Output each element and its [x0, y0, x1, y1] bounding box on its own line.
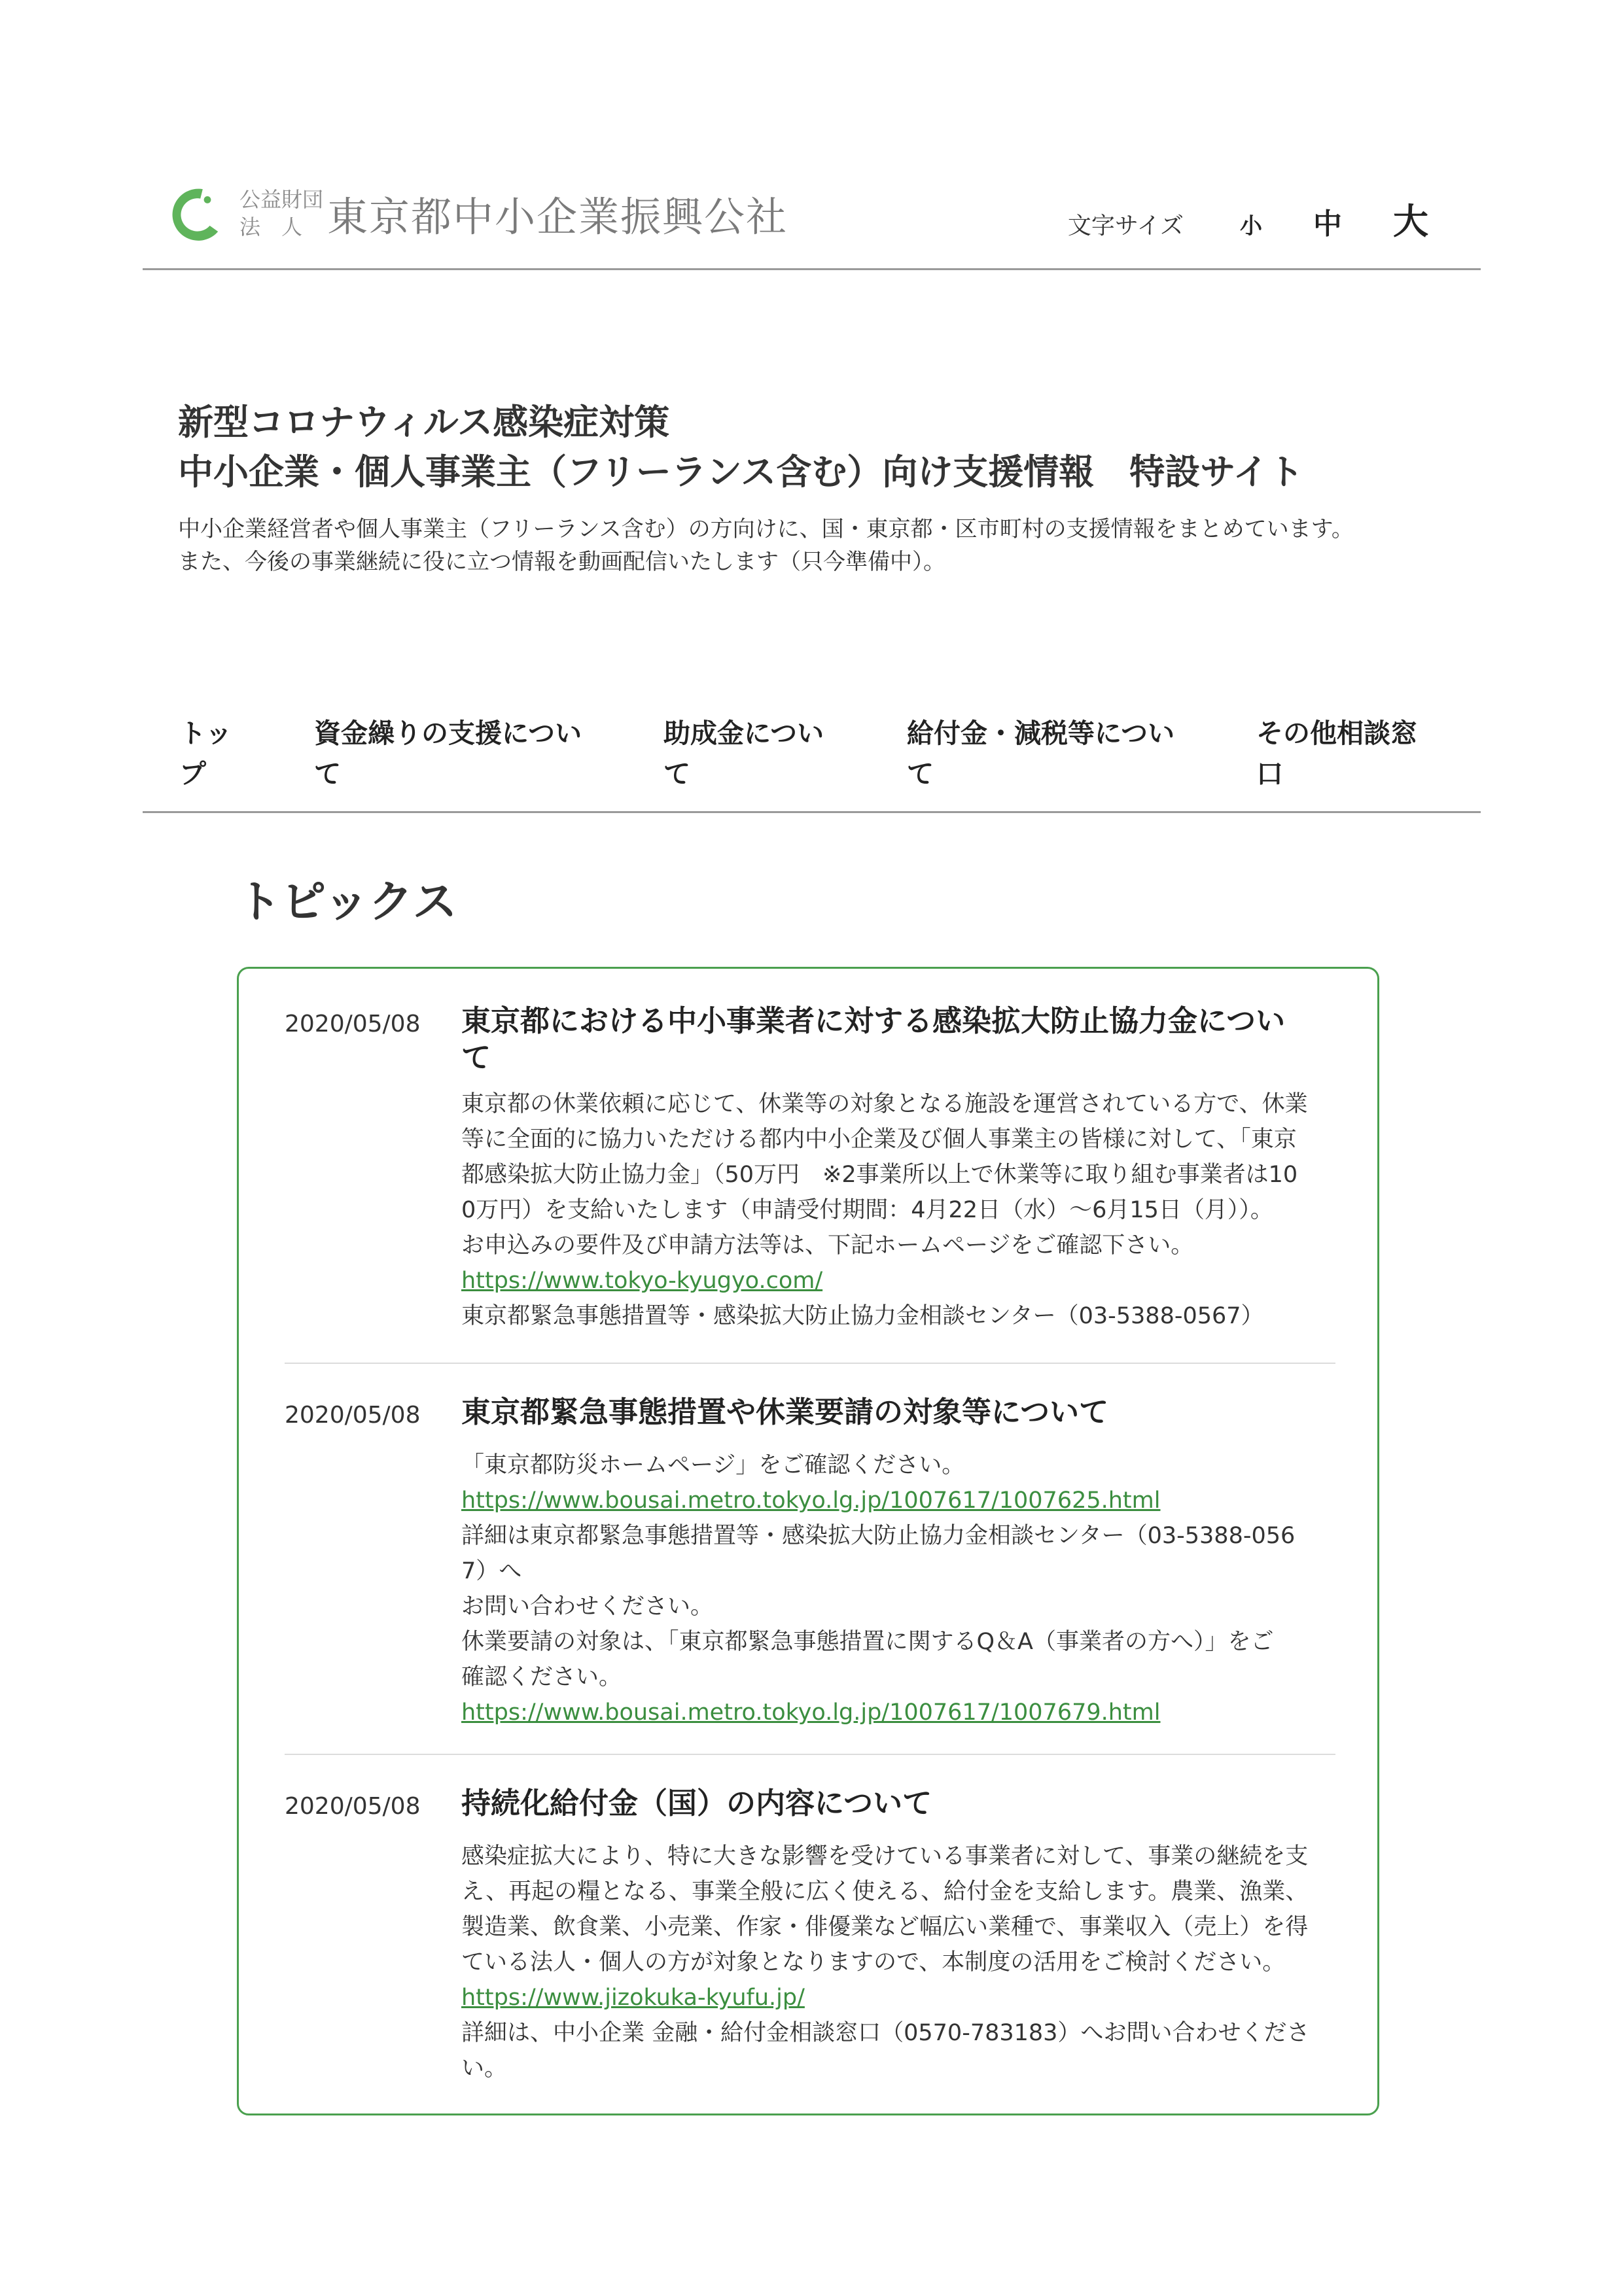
topic-date: 2020/05/08 — [285, 1793, 421, 1820]
nav-item-top-line2: プ — [179, 758, 206, 790]
page-description-line1: 中小企業経営者や個人事業主（フリーランス含む）の方向けに、国・東京都・区市町村の支援情報をまとめています。 — [178, 516, 1354, 542]
topic-date: 2020/05/08 — [285, 1011, 421, 1037]
topic-body — [461, 1839, 1338, 2086]
font-size-label: 文字サイズ — [1067, 213, 1184, 239]
nav-item-subsidy-line1: 助成金につい — [663, 718, 824, 749]
topics-heading: トピックス — [237, 877, 457, 928]
topic-contact: 東京都緊急事態措置等・感染拡大防止協力金相談センター（03-5388-0567） — [461, 1303, 1264, 1329]
topic-body-line: 7）へ — [461, 1558, 522, 1584]
hero-section — [178, 398, 1487, 578]
topic-body-line: 「東京都防災ホームページ」をご確認ください。 — [461, 1452, 965, 1478]
topic-link[interactable]: https://www.jizokuka-kyufu.jp/ — [461, 1985, 805, 2011]
topic-title-line1: 東京都における中小事業者に対する感染拡大防止協力金につい — [461, 1003, 1286, 1038]
nav-item-subsidy[interactable] — [663, 713, 824, 794]
topic-body-line: え、再起の糧となる、事業全般に広く使える、給付金を支給します。農業、漁業、 — [461, 1879, 1309, 1905]
font-size-switcher — [1068, 194, 1428, 244]
topic-title-line2: て — [461, 1040, 491, 1075]
topic-body-line: 感染症拡大により、特に大きな影響を受けている事業者に対して、事業の継続を支 — [461, 1843, 1309, 1870]
font-size-small-button[interactable]: 小 — [1240, 213, 1262, 239]
nav-item-top-line1: トッ — [179, 718, 232, 749]
topic-body-line: ている法人・個人の方が対象となりますので、本制度の活用をご検討ください。 — [461, 1949, 1286, 1975]
nav-item-financing[interactable] — [314, 713, 582, 794]
org-logo-icon[interactable] — [166, 184, 225, 243]
nav-item-benefits-tax-line1: 給付金・減税等につい — [907, 718, 1175, 749]
topic-contact: い。 — [461, 2055, 508, 2081]
site-header — [143, 157, 1481, 270]
topic-body-line: 東京都の休業依頼に応じて、休業等の対象となる施設を運営されている方で、休業 — [461, 1091, 1308, 1117]
topic-divider — [285, 1363, 1335, 1364]
topic-body-line: 詳細は東京都緊急事態措置等・感染拡大防止協力金相談センター（03-5388-056 — [461, 1523, 1296, 1549]
topic-body-line: 等に全面的に協力いただける都内中小企業及び個人事業主の皆様に対して、「東京 — [461, 1126, 1297, 1153]
topic-body-line: 0万円）を支給いたします（申請受付期間：4月22日（水）～6月15日（月））。 — [461, 1197, 1273, 1223]
nav-item-top[interactable] — [179, 713, 232, 794]
topic-body — [461, 1448, 1338, 1730]
page-description — [178, 513, 1487, 578]
topic-link[interactable]: https://www.bousai.metro.tokyo.lg.jp/1007617/1007679.html — [461, 1699, 1161, 1726]
nav-item-consultation-line1: その他相談窓 — [1256, 718, 1417, 749]
font-size-large-button[interactable]: 大 — [1393, 201, 1428, 242]
topic-body — [461, 1087, 1338, 1334]
nav-item-financing-line2: て — [314, 758, 341, 790]
page-title-line1: 新型コロナウィルス感染症対策 — [178, 402, 670, 443]
org-type — [239, 186, 324, 241]
nav-item-benefits-tax-line2: て — [907, 758, 934, 790]
org-type-line1: 公益財団 — [239, 187, 324, 212]
topic-date: 2020/05/08 — [285, 1402, 421, 1429]
topic-title[interactable]: 東京都緊急事態措置や休業要請の対象等について — [461, 1395, 1109, 1429]
page-description-line2: また、今後の事業継続に役に立つ情報を動画配信いたします（只今準備中）。 — [178, 549, 945, 575]
nav-item-subsidy-line2: て — [663, 758, 690, 790]
topic-divider — [285, 1754, 1335, 1755]
font-size-medium-button[interactable]: 中 — [1313, 207, 1342, 241]
topic-body-line: お問い合わせください。 — [461, 1593, 714, 1620]
topic-body-line: 確認ください。 — [461, 1664, 622, 1690]
page-title-line2: 中小企業・個人事業主（フリーランス含む）向け支援情報 特設サイト — [178, 451, 1304, 493]
topic-link[interactable]: https://www.bousai.metro.tokyo.lg.jp/1007617/1007625.html — [461, 1487, 1161, 1514]
nav-item-financing-line1: 資金繰りの支援につい — [314, 718, 582, 749]
nav-item-consultation[interactable] — [1256, 713, 1417, 794]
topic-body-line: 都感染拡大防止協力金」（50万円 ※2事業所以上で休業等に取り組む事業者は10 — [461, 1162, 1298, 1188]
topic-title[interactable] — [461, 1003, 1325, 1076]
topic-body-line: お申込みの要件及び申請方法等は、下記ホームページをご確認下さい。 — [461, 1232, 1194, 1259]
org-name[interactable]: 東京都中小企業振興公社 — [327, 193, 788, 241]
page-title — [178, 398, 1487, 497]
nav-item-benefits-tax[interactable] — [907, 713, 1174, 794]
topic-body-line: 休業要請の対象は、「東京都緊急事態措置に関するQ＆A（事業者の方へ）」をご — [461, 1629, 1274, 1655]
nav-item-consultation-line2: 口 — [1256, 758, 1283, 790]
topic-contact: 詳細は、中小企業 金融・給付金相談窓口（0570-783183）へお問い合わせくださ — [461, 2020, 1310, 2046]
topics-card — [237, 967, 1379, 2115]
org-type-line2: 法 人 — [239, 215, 303, 239]
topic-link[interactable]: https://www.tokyo-kyugyo.com/ — [461, 1268, 823, 1294]
main-nav — [143, 693, 1481, 813]
topic-title[interactable]: 持続化給付金（国）の内容について — [461, 1786, 932, 1820]
topic-body-line: 製造業、飲食業、小売業、作家・俳優業など幅広い業種で、事業収入（売上）を得 — [461, 1914, 1309, 1940]
